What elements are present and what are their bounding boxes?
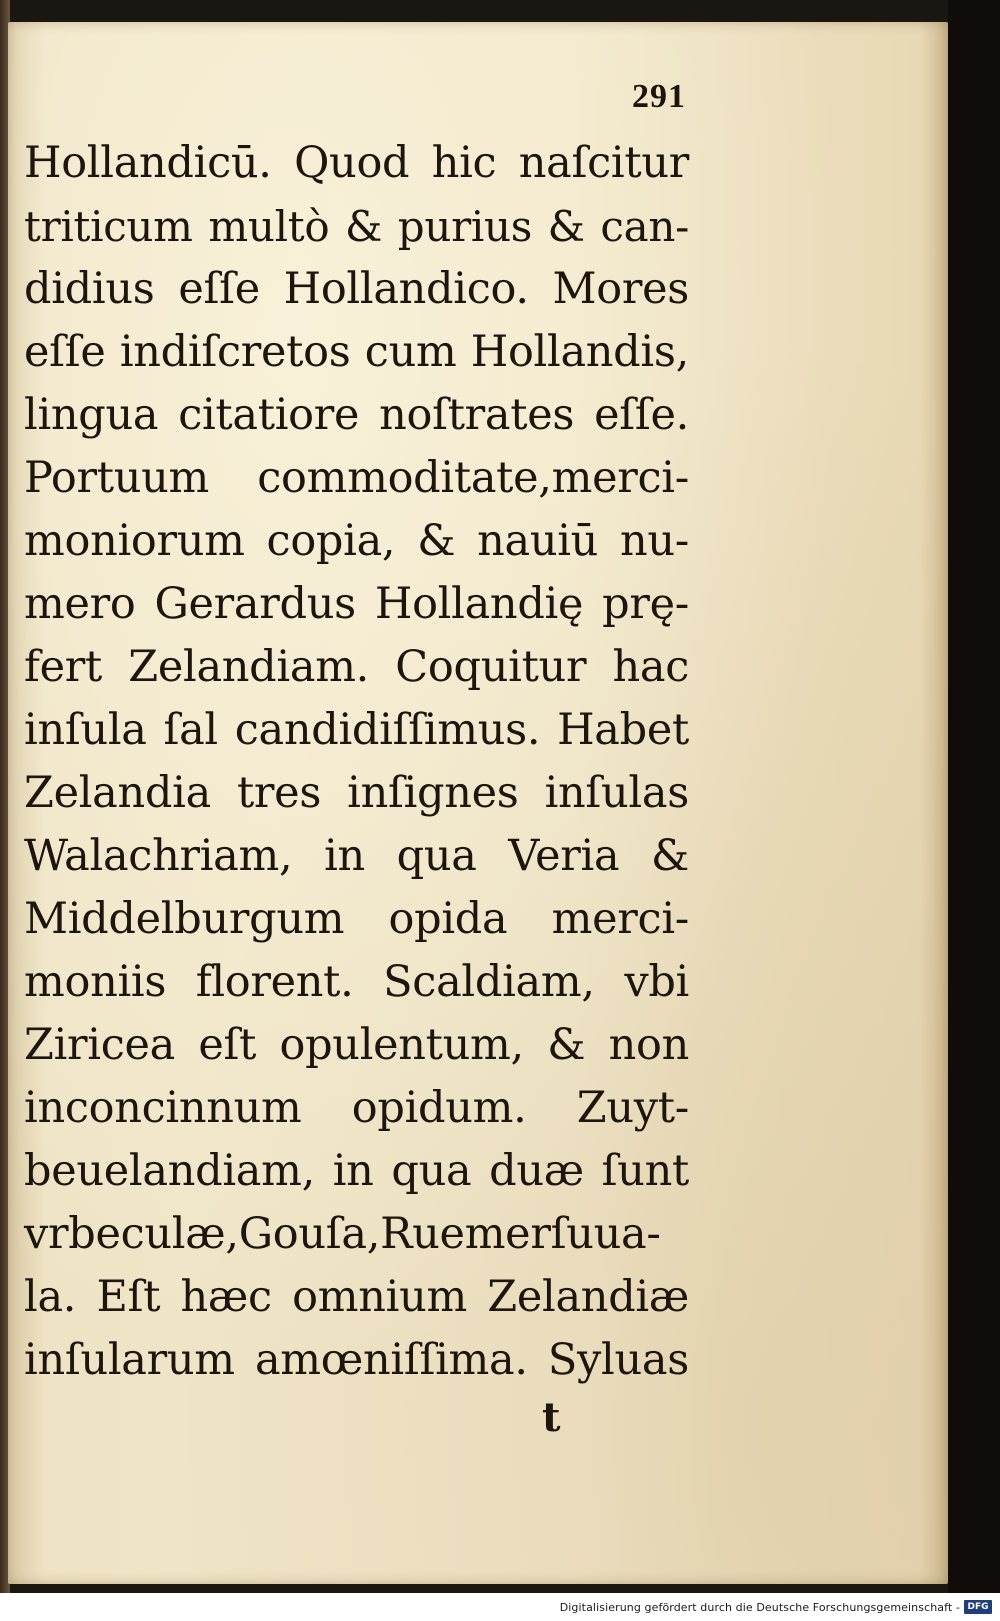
- dfg-logo: DFG: [964, 1600, 992, 1614]
- text-line-13: Middelburgum opida merci-: [24, 894, 689, 944]
- text-line-18: vrbeculæ,Gouſa,Ruemerſuua-: [24, 1209, 661, 1259]
- catchword: t: [542, 1394, 561, 1441]
- text-line-17: beuelandiam, in qua duæ ſunt: [24, 1146, 689, 1196]
- text-line-16: inconcinnum opidum. Zuyt-: [24, 1083, 689, 1133]
- text-line-12: Walachriam, in qua Veria &: [24, 831, 689, 881]
- text-line-2: triticum multò & purius & can-: [24, 202, 689, 251]
- text-line-7: moniorum copia, & nauiū nu-: [24, 516, 689, 566]
- text-line-20: inſularum amœniſſima. Syluas: [24, 1335, 689, 1385]
- text-line-14: moniis florent. Scaldiam, vbi: [24, 957, 689, 1007]
- text-line-11: Zelandia tres inſignes inſulas: [24, 768, 689, 818]
- text-line-3: didius eſſe Hollandico. Mores: [24, 264, 689, 314]
- right-dark-edge: [948, 0, 1000, 1595]
- text-line-8: mero Gerardus Hollandię prę-: [24, 579, 689, 629]
- text-line-19: la. Eſt hæc omnium Zelandiæ: [24, 1272, 689, 1322]
- text-line-10: inſula ſal candidiſſimus. Habet: [24, 705, 689, 755]
- digitization-credit: Digitalisierung gefördert durch die Deutsche Forschungsgemeinschaft -: [559, 1601, 960, 1614]
- text-line-6: Portuum commoditate,merci-: [24, 453, 689, 503]
- text-line-5: lingua citatiore noſtrates eſſe.: [24, 390, 689, 440]
- page-number: 291: [632, 78, 686, 115]
- text-line-4: eſſe indiſcretos cum Hollandis,: [24, 327, 689, 377]
- text-line-15: Ziricea eſt opulentum, & non: [24, 1020, 689, 1070]
- text-line-9: fert Zelandiam. Coquitur hac: [24, 642, 689, 692]
- text-block: [24, 132, 689, 1392]
- text-line-1: Hollandicū. Quod hic naſcitur: [24, 138, 689, 188]
